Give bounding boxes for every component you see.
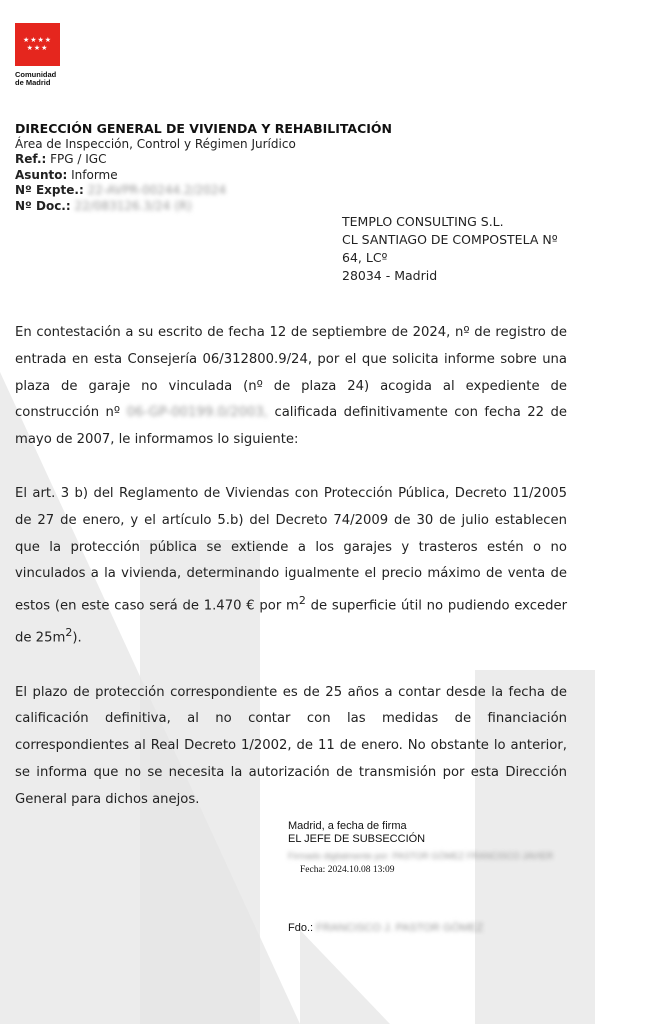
paragraph-text: de superficie útil no pudiendo exceder de 25m	[15, 598, 567, 646]
paragraph-2	[15, 481, 567, 653]
ref-value: FPG / IGC	[50, 152, 107, 166]
recipient-line: 64, LCº	[342, 250, 388, 265]
doc-label: Nº Doc.:	[15, 198, 71, 213]
paragraph-text: En contestación a su escrito de fecha 12 de septiembre de 2024, nº de registro de entrada en esta Consejería 06/312800.9/24, por el que solicita informe sobre una plaza de garaje no vinculada (nº de plaza 24) acogida al expediente de construcción nº	[15, 325, 567, 421]
logo-text-line2: de Madrid	[15, 78, 51, 87]
expte-value: 22-AVPR-00244.2/2024	[87, 183, 227, 197]
paragraph-text: calificada definitivamente con fecha 22 de mayo de 2007, le informamos lo siguiente:	[15, 405, 568, 448]
digital-signature-name: Firmado digitalmente por: PASTOR GÓMEZ FRANCISCO JAVIER	[288, 851, 554, 861]
letter-body	[15, 320, 567, 841]
recipient-line: TEMPLO CONSULTING S.L.	[342, 214, 504, 229]
paragraph-3	[15, 680, 567, 814]
logo-text	[15, 71, 63, 87]
asunto-label: Asunto:	[15, 167, 68, 182]
recipient-line: CL SANTIAGO DE COMPOSTELA Nº	[342, 232, 558, 247]
paragraph-1	[15, 320, 567, 454]
doc-line	[15, 199, 392, 215]
place-date: Madrid, a fecha de firma	[288, 820, 407, 832]
recipient-line: 28034 - Madrid	[342, 268, 438, 283]
asunto-line	[15, 168, 392, 184]
recipient-address	[342, 213, 582, 285]
expte-label: Nº Expte.:	[15, 183, 84, 197]
logo-flag	[15, 23, 60, 66]
fdo-name: FRANCISCO J. PASTOR GÓMEZ	[316, 922, 484, 934]
fdo-label: Fdo.:	[288, 922, 314, 934]
paragraph-text: ).	[72, 630, 82, 646]
expte-line	[15, 183, 392, 199]
logo-stars-icon: ★★★★	[22, 36, 53, 44]
document-header	[15, 121, 392, 214]
logo-text-line1: Comunidad	[15, 70, 57, 79]
comunidad-madrid-logo	[15, 23, 63, 87]
paragraph-text: El plazo de protección correspondiente es de 25 años a contar desde la fecha de calificación definitiva, al no contar con las medidas de financiación correspondientes al Real Decreto 1/2002, de 11 de enero. No obstante lo anterior, se informa que no se necesita la autorización de transmisión por esta Dirección General para dichos anejos.	[15, 684, 567, 807]
paragraph-text: El art. 3 b) del Reglamento de Viviendas con Protección Pública, Decreto 11/2005 de 27 de enero, y el artículo 5.b) del Decreto 74/2009 de 30 de julio establecen que la protección pública se extiende a los garajes y trasteros estén o no vinculados a la vivienda, determinando igualmente el precio máximo de venta de estos (en este caso será de 1.470 € por m	[15, 485, 567, 614]
signed-by	[288, 922, 483, 934]
signer-role: EL JEFE DE SUBSECCIÓN	[288, 833, 426, 845]
signature-block	[288, 820, 553, 877]
department-title: DIRECCIÓN GENERAL DE VIVIENDA Y REHABILITACIÓN	[15, 121, 393, 136]
ref-label: Ref.:	[15, 152, 47, 166]
expediente-number: 06-GP-00199.0/2003,	[126, 405, 268, 421]
asunto-value: Informe	[71, 167, 118, 182]
area-subtitle: Área de Inspección, Control y Régimen Jurídico	[15, 136, 296, 151]
doc-value: 22/083126.3/24 (R)	[74, 198, 192, 213]
ref-line	[15, 152, 392, 168]
superscript: 2	[65, 626, 73, 640]
logo-stars-icon: ★★★	[26, 44, 49, 52]
signature-date: Fecha: 2024.10.08 13:09	[300, 865, 395, 875]
superscript: 2	[298, 594, 306, 608]
